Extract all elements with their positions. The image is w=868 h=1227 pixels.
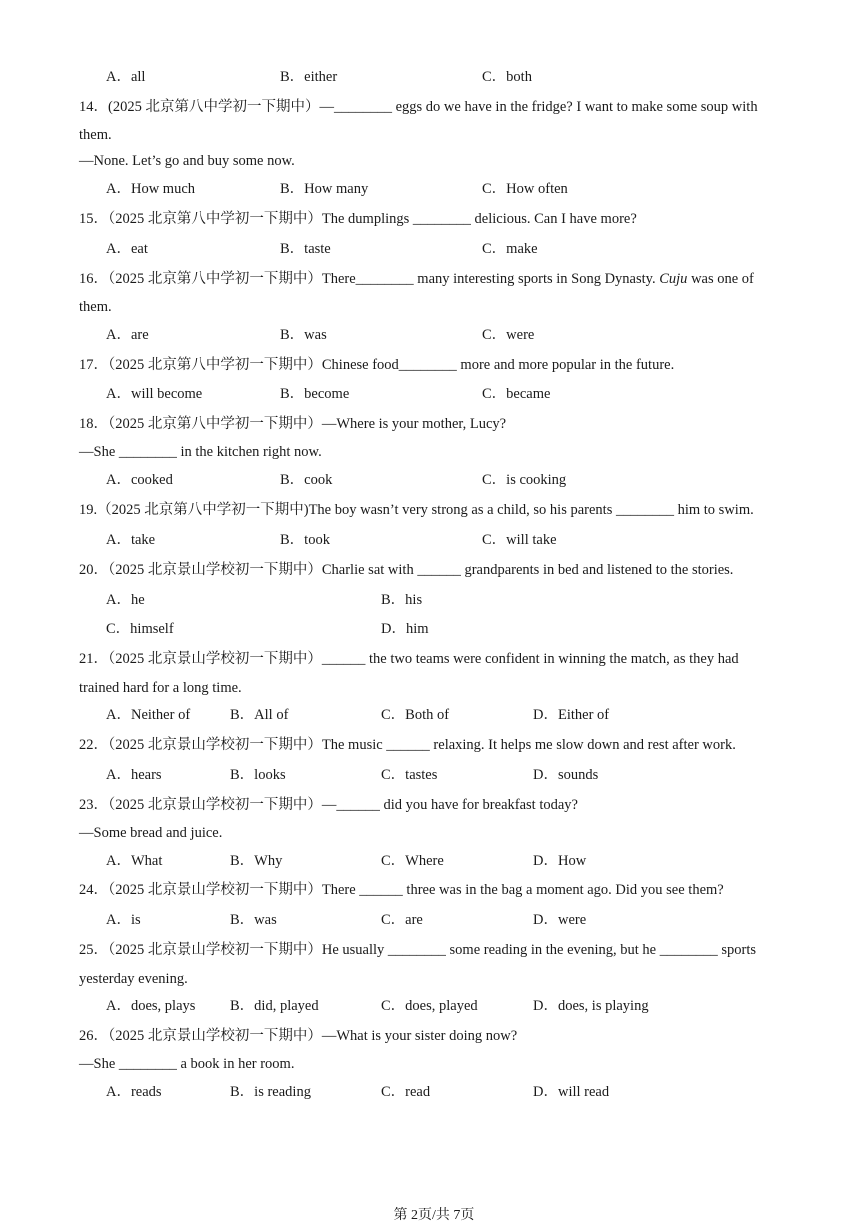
option-b: B．is reading (230, 1084, 311, 1100)
option-b: B．was (230, 912, 277, 928)
option-a: A．all (106, 69, 146, 85)
question-18-stem: 18．（2025 北京第八中学初一下期中）—Where is your mother, Lucy? (79, 416, 507, 432)
question-23-reply: —Some bread and juice. (79, 825, 223, 841)
option-d: D．Either of (533, 707, 610, 723)
option-b: B．become (280, 386, 350, 402)
question-14-reply: —None. Let’s go and buy some now. (79, 153, 295, 169)
option-a: A．What (106, 853, 163, 869)
question-15-stem: 15．（2025 北京第八中学初一下期中）The dumplings ________ delicious. Can I have more? (79, 211, 637, 227)
option-c: C．Both of (381, 707, 450, 723)
option-a: A．cooked (106, 472, 173, 488)
option-b: B．How many (280, 181, 369, 197)
option-a: A．does, plays (106, 998, 196, 1014)
option-a: A．reads (106, 1084, 162, 1100)
option-c: C．Where (381, 853, 444, 869)
option-b: B．looks (230, 767, 286, 783)
question-16-stem: 16．（2025 北京第八中学初一下期中）There________ many interesting sports in Song Dynasty. Cuju was one of (79, 271, 754, 287)
option-c: C．were (482, 327, 535, 343)
question-21-stem: 21．（2025 北京景山学校初一下期中）______ the two teams were confident in winning the match, as they had (79, 651, 739, 667)
option-a: A．is (106, 912, 141, 928)
question-18-reply: —She ________ in the kitchen right now. (79, 444, 322, 460)
question-21-stem-cont: trained hard for a long time. (79, 680, 242, 696)
question-25-stem: 25．（2025 北京景山学校初一下期中）He usually ________ some reading in the evening, but he ________ sports (79, 942, 757, 958)
question-22-stem: 22．（2025 北京景山学校初一下期中）The music ______ relaxing. It helps me slow down and rest after work. (79, 737, 736, 753)
option-b: B．his (381, 592, 423, 608)
option-c: C．tastes (381, 767, 438, 783)
page-number: 第 2页/共 7页 (393, 1208, 475, 1223)
option-d: D．How (533, 853, 587, 869)
option-d: D．does, is playing (533, 998, 649, 1014)
option-d: D．sounds (533, 767, 599, 783)
option-b: B．was (280, 327, 327, 343)
option-a: A．take (106, 532, 156, 548)
option-b: B．All of (230, 707, 289, 723)
option-b: B．took (280, 532, 330, 548)
option-c: C．make (482, 241, 538, 257)
question-14-stem: 14．(2025 北京第八中学初一下期中）—________ eggs do we have in the fridge? I want to make some soup with (79, 99, 758, 115)
question-14-stem-cont: them. (79, 127, 112, 143)
option-a: A．are (106, 327, 149, 343)
question-26-reply: —She ________ a book in her room. (79, 1056, 295, 1072)
option-c: C．are (381, 912, 423, 928)
option-b: B．either (280, 69, 338, 85)
question-23-stem: 23．（2025 北京景山学校初一下期中）—______ did you have for breakfast today? (79, 797, 578, 813)
question-24-stem: 24．（2025 北京景山学校初一下期中）There ______ three was in the bag a moment ago. Did you see them? (79, 882, 724, 898)
option-a: A．eat (106, 241, 148, 257)
option-b: B．cook (280, 472, 333, 488)
option-c: C．became (482, 386, 551, 402)
option-c: C．both (482, 69, 532, 85)
option-c: C．How often (482, 181, 568, 197)
option-d: D．him (381, 621, 429, 637)
question-25-stem-cont: yesterday evening. (79, 971, 188, 987)
option-c: C．does, played (381, 998, 478, 1014)
option-d: D．were (533, 912, 587, 928)
question-16-stem-cont: them. (79, 299, 112, 315)
option-a: A．How much (106, 181, 196, 197)
question-20-stem: 20．（2025 北京景山学校初一下期中）Charlie sat with ______ grandparents in bed and listened to the stories. (79, 562, 734, 578)
option-b: B．taste (280, 241, 331, 257)
option-c: C．will take (482, 532, 557, 548)
question-26-stem: 26．（2025 北京景山学校初一下期中）—What is your sister doing now? (79, 1028, 518, 1044)
option-c: C．himself (106, 621, 174, 637)
option-b: B．Why (230, 853, 283, 869)
option-b: B．did, played (230, 998, 319, 1014)
question-19-stem: 19.（2025 北京第八中学初一下期中)The boy wasn’t very strong as a child, so his parents ________ him to swim. (79, 502, 754, 518)
question-17-stem: 17．（2025 北京第八中学初一下期中）Chinese food________ more and more popular in the future. (79, 357, 675, 373)
option-a: A．will become (106, 386, 203, 402)
option-d: D．will read (533, 1084, 610, 1100)
option-a: A．hears (106, 767, 162, 783)
option-c: C．read (381, 1084, 431, 1100)
option-a: A．Neither of (106, 707, 191, 723)
option-c: C．is cooking (482, 472, 567, 488)
option-a: A．he (106, 592, 145, 608)
